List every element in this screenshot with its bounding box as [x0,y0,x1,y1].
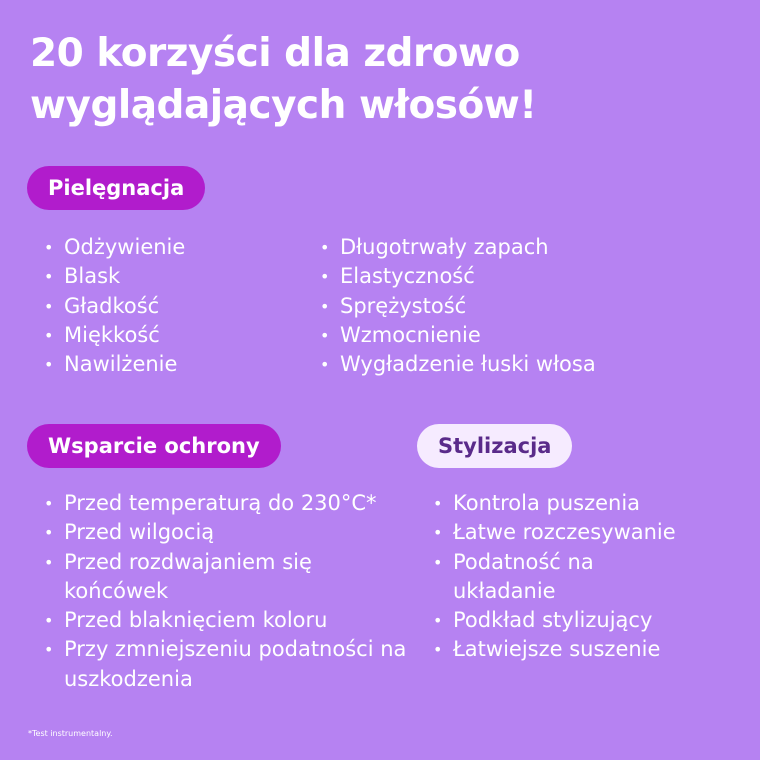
bullet-icon: • [433,494,443,513]
protection-heading: Wsparcie ochrony [27,424,281,468]
list-item: • Podatność na układanie [433,549,594,603]
bullet-icon: • [44,640,54,660]
list-item: • Gładkość [40,292,300,321]
list-item: • Łatwe rozczesywanie [429,518,739,547]
list-item: • Długotrwały zapach [316,233,736,262]
list-item: • Podkład stylizujący [429,606,739,635]
list-item: • Odżywienie [40,233,300,262]
list-item: • Kontrola puszenia [429,489,739,518]
list-item: • Przed temperaturą do 230°C* [40,489,425,518]
care-list-left [40,233,300,379]
list-item: • Przed rozdwajaniem się końcówek [44,549,312,603]
bullet-icon: • [44,611,54,631]
page-title [30,28,740,132]
list-item: • Przed blaknięciem koloru [40,606,425,635]
bullet-icon: • [433,552,443,572]
bullet-icon: • [44,494,54,513]
list-item: • Sprężystość [316,292,736,321]
bullet-icon: • [320,238,330,257]
list-item: • Nawilżenie [40,350,300,379]
footnote: *Test instrumentalny. [28,729,113,738]
protection-list [40,489,425,694]
care-heading: Pielęgnacja [27,166,205,210]
list-item: • Miękkość [40,321,300,350]
care-list-right [316,233,736,379]
styling-heading: Stylizacja [417,424,572,468]
bullet-icon: • [433,640,443,660]
title-line-2: wyglądających włosów! [30,83,537,128]
bullet-icon: • [44,552,54,572]
list-item: • Wzmocnienie [316,321,736,350]
bullet-icon: • [320,267,330,287]
bullet-icon: • [44,238,54,257]
bullet-icon: • [320,355,330,375]
bullet-icon: • [320,296,330,316]
bullet-icon: • [433,611,443,631]
bullet-icon: • [320,325,330,345]
list-item: • Łatwiejsze suszenie [429,635,739,664]
title-line-1: 20 korzyści dla zdrowo [30,31,520,76]
bullet-icon: • [44,296,54,316]
styling-list [429,489,739,665]
bullet-icon: • [44,355,54,375]
bullet-icon: • [433,523,443,543]
bullet-icon: • [44,523,54,543]
list-item: • Elastyczność [316,262,736,291]
bullet-icon: • [44,267,54,287]
list-item: • Przed wilgocią [40,518,425,547]
bullet-icon: • [44,325,54,345]
list-item: • Przy zmniejszeniu podatności na uszkodzenia [44,637,407,691]
list-item: • Wygładzenie łuski włosa [316,350,736,379]
list-item: • Blask [40,262,300,291]
